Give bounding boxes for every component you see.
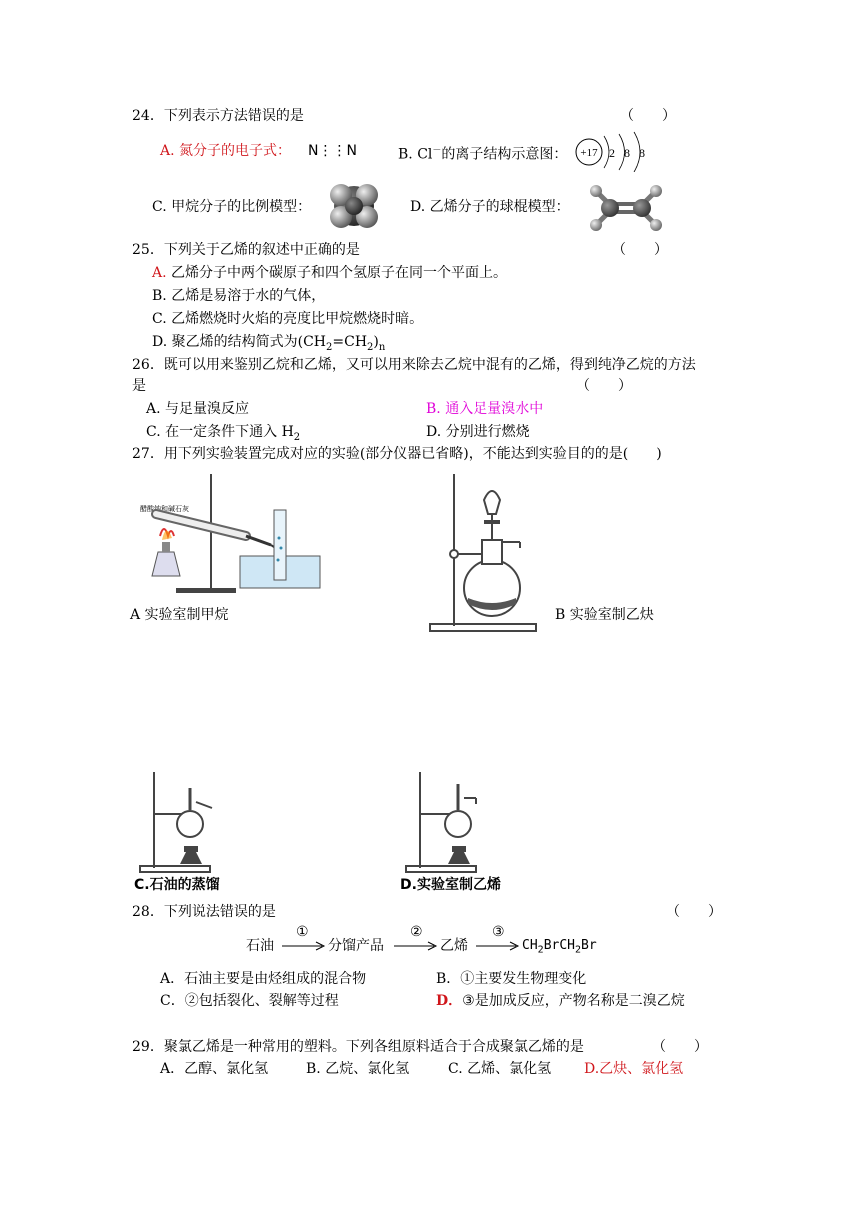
q27-stem: 27．用下列实验装置完成对应的实验(部分仪器已省略)，不能达到实验目的的是( ) (132, 446, 662, 462)
q25-option-a: A. 乙烯分子中两个碳原子和四个氢原子在同一个平面上。 (152, 265, 508, 281)
flow-node-ethylene: 乙烯 (440, 938, 468, 954)
flow-node-dibromoethane: $CH_2BrCH_2Br$ (522, 938, 597, 956)
methane-space-filling-model-icon (327, 181, 381, 231)
arrow-right-icon (394, 940, 438, 952)
arrow-right-icon (282, 940, 326, 952)
flow-step-3: ③ (492, 924, 505, 940)
q29-option-b: B. 乙烷、氯化氢 (306, 1061, 410, 1077)
ethylene-prep-apparatus (402, 768, 502, 876)
q28-stem: 28．下列说法错误的是 (132, 904, 276, 920)
q28-option-a: A．石油主要是由烃组成的混合物 (160, 971, 367, 987)
cl-ion-structure-diagram (574, 130, 654, 172)
q25-answer-paren: （ ） (612, 242, 668, 258)
petroleum-distillation-apparatus (136, 768, 236, 876)
q27-caption-b: B 实验室制乙炔 (555, 607, 654, 623)
q24-option-c: C. 甲烷分子的比例模型： (152, 199, 312, 215)
q28-option-d: D．③是加成反应，产物名称是二溴乙烷 (436, 993, 685, 1009)
q24-option-b: B. Cl－的离子结构示意图： (398, 146, 568, 163)
flow-step-1: ① (296, 924, 309, 940)
reagent-label: 醋酸钠和碱石灰 (140, 505, 189, 513)
acetylene-prep-apparatus (424, 470, 544, 636)
q27-caption-c: C.石油的蒸馏 (134, 877, 220, 893)
n2-electron-formula: N⋮⋮N (308, 143, 357, 159)
shell-1: 2 (609, 146, 615, 160)
q26-option-d: D. 分别进行燃烧 (426, 424, 530, 440)
q28-option-c: C．②包括裂化、裂解等过程 (160, 993, 339, 1009)
shell-3: 8 (639, 146, 645, 160)
q25-option-b: B. 乙烯是易溶于水的气体， (152, 288, 326, 304)
q24-option-d: D. 乙烯分子的球棍模型： (410, 199, 570, 215)
flow-node-petroleum: 石油 (246, 938, 274, 954)
q27-caption-d: D.实验室制乙烯 (400, 877, 501, 893)
flow-step-2: ② (410, 924, 423, 940)
q29-option-d: D.乙炔、氯化氢 (584, 1061, 684, 1077)
q28-answer-paren: （ ） (666, 904, 722, 920)
q25-option-d: D. 聚乙烯的结构简式为$(CH_2=CH_2)_n$ (152, 334, 386, 353)
arrow-right-icon (476, 940, 520, 952)
q29-option-a: A．乙醇、氯化氢 (160, 1061, 269, 1077)
q26-option-b: B. 通入足量溴水中 (426, 401, 544, 417)
q25-option-c: C. 乙烯燃烧时火焰的亮度比甲烷燃烧时暗。 (152, 311, 424, 327)
q24-option-a: A. 氮分子的电子式： (160, 143, 292, 159)
q26-stem-line2: 是 (132, 378, 146, 394)
q29-stem: 29．聚氯乙烯是一种常用的塑料。下列各组原料适合于合成聚氯乙烯的是 (132, 1039, 584, 1055)
cl-nucleus-label: +17 (580, 147, 598, 159)
q26-option-a: A. 与足量溴反应 (146, 401, 250, 417)
shell-2: 8 (624, 146, 630, 160)
q26-stem-line1: 26．既可以用来鉴别乙烷和乙烯，又可以用来除去乙烷中混有的乙烯，得到纯净乙烷的方法 (132, 357, 696, 373)
q29-option-c: C. 乙烯、氯化氢 (448, 1061, 552, 1077)
flow-node-fractions: 分馏产品 (328, 938, 384, 954)
q25-stem: 25．下列关于乙烯的叙述中正确的是 (132, 242, 360, 258)
q24-stem: 24．下列表示方法错误的是 (132, 108, 304, 124)
methane-prep-apparatus (136, 470, 322, 600)
q26-answer-paren: （ ） (576, 378, 632, 394)
q27-caption-a: A 实验室制甲烷 (130, 607, 229, 623)
q24-answer-paren: （ ） (620, 108, 676, 124)
q26-option-c: C. 在一定条件下通入 $H_2$ (146, 424, 301, 443)
q28-option-b: B．①主要发生物理变化 (436, 971, 587, 987)
q29-answer-paren: （ ） (652, 1039, 708, 1055)
ethylene-ball-stick-model-icon (586, 183, 666, 233)
